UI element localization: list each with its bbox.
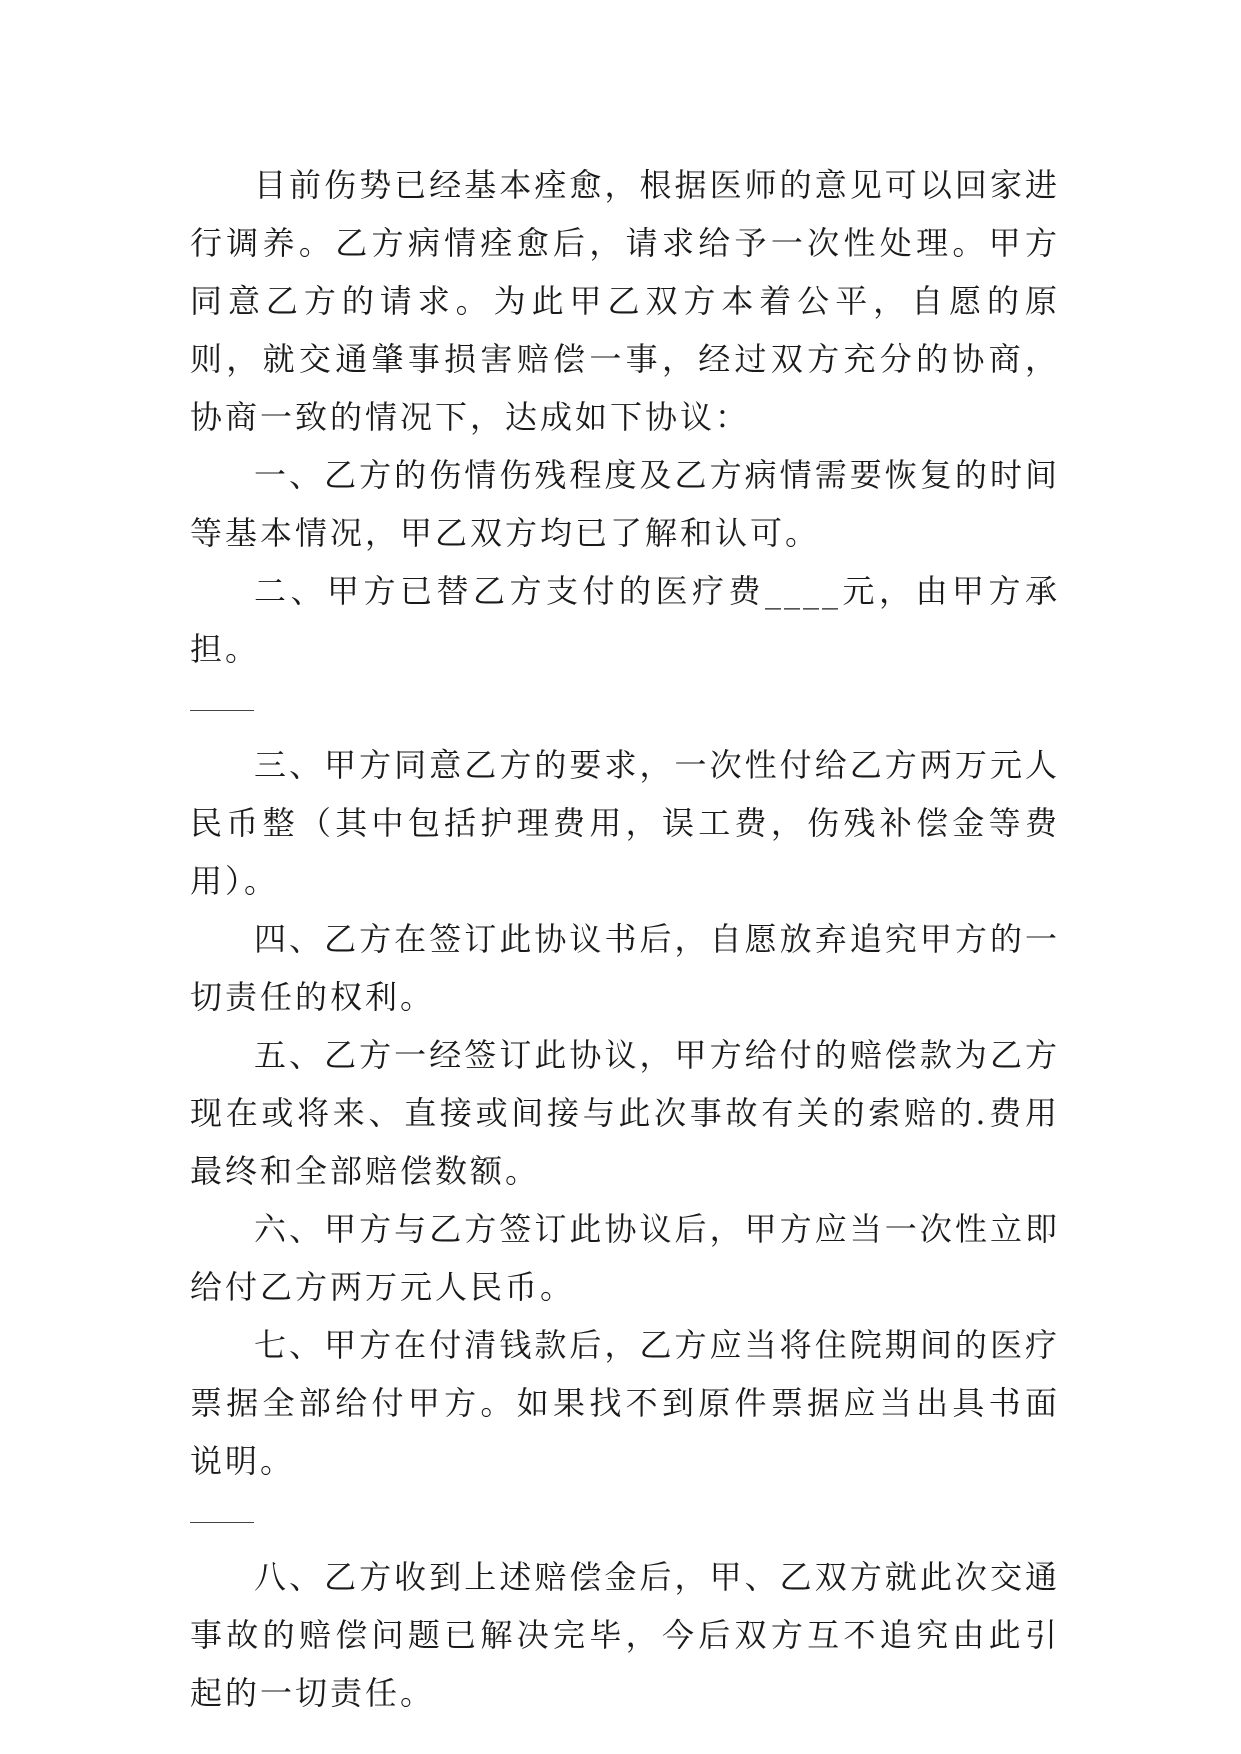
paragraph-intro: 目前伤势已经基本痊愈，根据医师的意见可以回家进行调养。乙方病情痊愈后，请求给予一次性处理。甲方同意乙方的请求。为此甲乙双方本着公平，自愿的原则，就交通肇事损害赔偿一事，经过双方充分的协商，协商一致的情况下，达成如下协议： [190,166,1060,436]
clause-8: 八、乙方收到上述赔偿金后，甲、乙双方就此次交通事故的赔偿问题已解决完毕，今后双方互不追究由此引起的一切责任。 [190,1558,1060,1712]
clause-7: 七、甲方在付清钱款后，乙方应当将住院期间的医疗票据全部给付甲方。如果找不到原件票据应当出具书面说明。 [190,1326,1060,1480]
document-body [190,156,1060,1722]
clause-4: 四、乙方在签订此协议书后，自愿放弃追究甲方的一切责任的权利。 [190,920,1060,1016]
clause-6: 六、甲方与乙方签订此协议后，甲方应当一次性立即给付乙方两万元人民币。 [190,1210,1060,1306]
separator-line [190,678,1060,736]
clause-2: 二、甲方已替乙方支付的医疗费____元，由甲方承担。 [190,572,1060,668]
clause-5: 五、乙方一经签订此协议，甲方给付的赔偿款为乙方现在或将来、直接或间接与此次事故有关的索赔的.费用最终和全部赔偿数额。 [190,1036,1060,1190]
separator-rule [190,710,254,711]
separator-rule [190,1522,254,1523]
clause-1: 一、乙方的伤情伤残程度及乙方病情需要恢复的时间等基本情况，甲乙双方均已了解和认可。 [190,456,1060,552]
clause-3: 三、甲方同意乙方的要求，一次性付给乙方两万元人民币整（其中包括护理费用，误工费，伤残补偿金等费用）。 [190,746,1060,900]
separator-line [190,1490,1060,1548]
